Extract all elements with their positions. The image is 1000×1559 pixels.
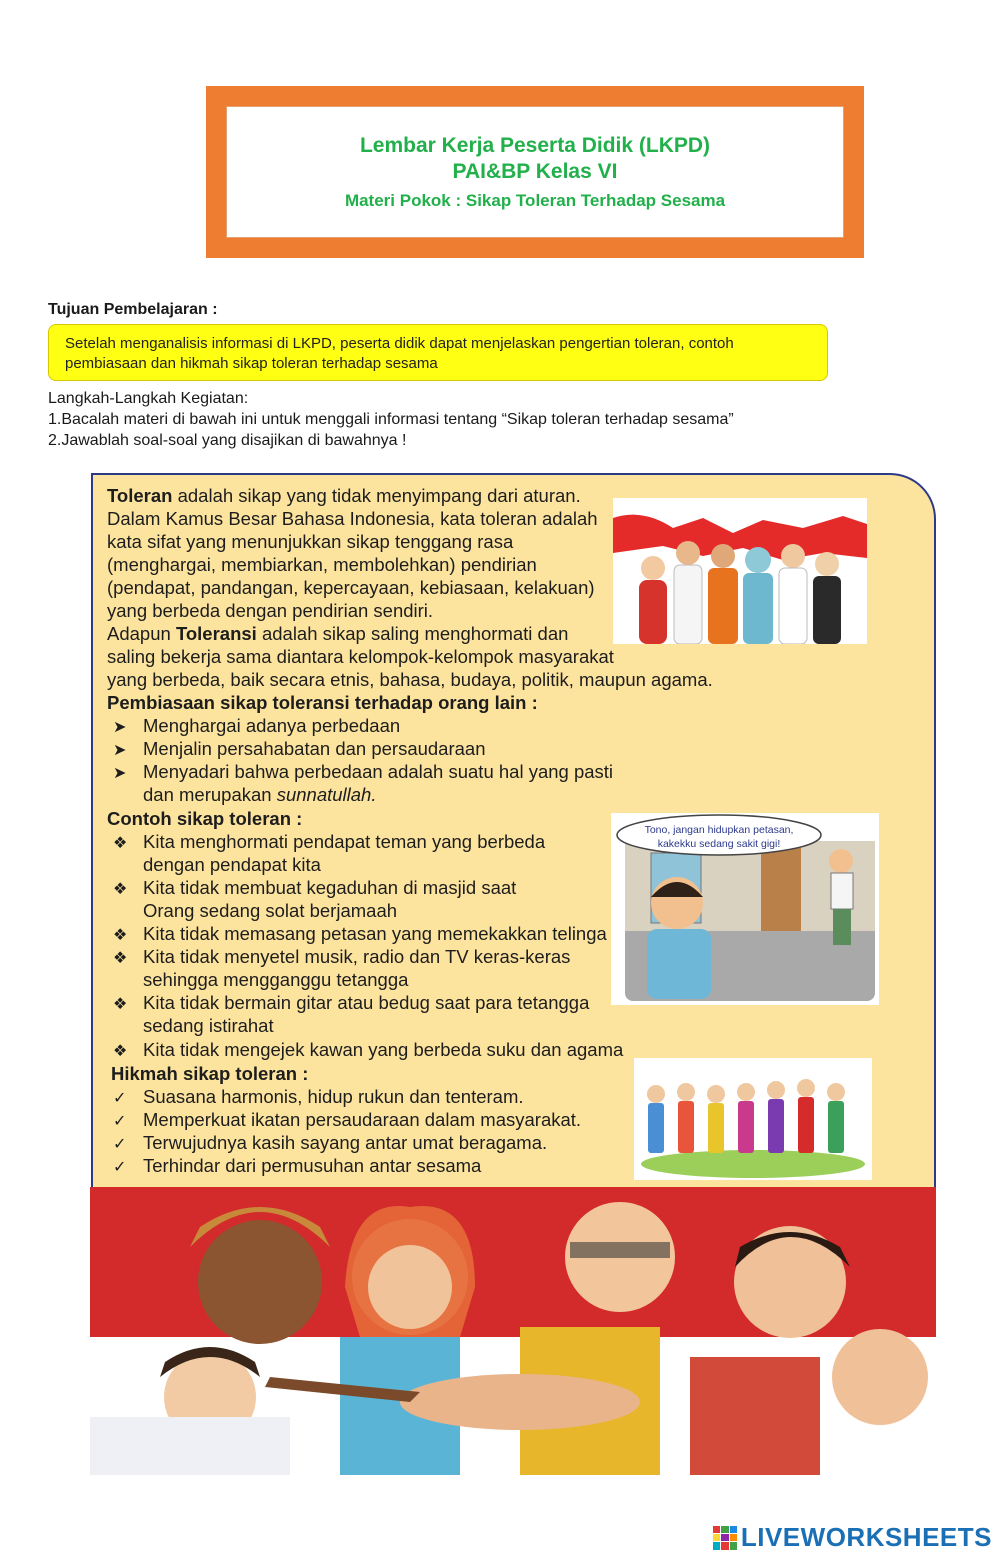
definition-line: (pendapat, pandangan, kepercayaan, kebiasaan, kelakuan) (107, 577, 595, 598)
lkpd-title: Lembar Kerja Peserta Didik (LKPD) (359, 134, 711, 157)
hikmah-title: Hikmah sikap toleran : (111, 1063, 309, 1084)
toleransi-line: yang berbeda, baik secara etnis, bahasa, budaya, politik, maupun agama. (107, 669, 713, 690)
contoh-continuation: Orang sedang solat berjamaah (143, 900, 398, 921)
contoh-item: ❖ Kita tidak membuat kegaduhan di masjid saat (113, 877, 517, 898)
definition-line: yang berbeda dengan pendirian sendiri. (107, 600, 434, 621)
pembiasaan-title: Pembiasaan sikap toleransi terhadap orang lain : (107, 692, 538, 713)
tujuan-box (48, 324, 828, 381)
comic-bubble-line: kakekku sedang sakit gigi! (657, 838, 781, 850)
definition-line: (menghargai, membiarkan, membolehkan) pendirian (107, 554, 537, 575)
contoh-item: ❖ Kita tidak memasang petasan yang memekakkan telinga (113, 923, 607, 944)
liveworksheets-wordmark: LIVEWORKSHEETS (740, 1522, 992, 1552)
pembiasaan-item: ➤ Menyadari bahwa perbedaan adalah suatu hal yang pasti (113, 761, 614, 782)
materi-subtitle: Materi Pokok : Sikap Toleran Terhadap Sesama (344, 191, 726, 210)
contoh-continuation: sedang istirahat (143, 1015, 274, 1036)
petasan-comic-illustration (611, 813, 879, 1005)
pembiasaan-item: ➤ Menjalin persahabatan dan persaudaraan (113, 738, 486, 759)
langkah-step: 2.Jawablah soal-soal yang disajikan di bawahnya ! (48, 432, 407, 449)
liveworksheets-mark-icon (713, 1526, 737, 1550)
materi-panel (91, 473, 936, 1189)
toleransi-line: Adapun Toleransi adalah sikap saling menghormati dan (107, 623, 569, 644)
class-title: PAI&BP Kelas VI (452, 160, 618, 183)
pembiasaan-continuation: dan merupakan sunnatullah. (143, 784, 377, 805)
header-box (226, 106, 844, 238)
hikmah-item: ✓ Suasana harmonis, hidup rukun dan tenteram. (113, 1086, 524, 1107)
unity-hands-illustration (90, 1187, 936, 1475)
traditional-kids-illustration (634, 1058, 872, 1180)
langkah-step: 1.Bacalah materi di bawah ini untuk menggali informasi tentang “Sikap toleran terhadap sesama” (48, 411, 734, 428)
header-frame (206, 86, 864, 258)
langkah-section (48, 388, 734, 451)
hikmah-item: ✓ Terhindar dari permusuhan antar sesama (113, 1155, 482, 1176)
diverse-people-illustration (613, 498, 867, 644)
contoh-title: Contoh sikap toleran : (107, 808, 303, 829)
comic-bubble-line: Tono, jangan hidupkan petasan, (644, 824, 794, 836)
langkah-title: Langkah-Langkah Kegiatan: (48, 390, 249, 407)
liveworksheets-logo[interactable] (713, 1522, 992, 1553)
contoh-continuation: dengan pendapat kita (143, 854, 321, 875)
hikmah-item: ✓ Terwujudnya kasih sayang antar umat beragama. (113, 1132, 548, 1153)
pembiasaan-item: ➤ Menghargai adanya perbedaan (113, 715, 401, 736)
tujuan-label: Tujuan Pembelajaran : (48, 301, 218, 318)
contoh-item: ❖ Kita tidak mengejek kawan yang berbeda suku dan agama (113, 1039, 624, 1060)
contoh-continuation: sehingga mengganggu tetangga (143, 969, 409, 990)
contoh-item: ❖ Kita menghormati pendapat teman yang berbeda (113, 831, 546, 852)
definition-line: kata sifat yang menunjukkan sikap tenggang rasa (107, 531, 514, 552)
definition-line: Dalam Kamus Besar Bahasa Indonesia, kata toleran adalah (107, 508, 598, 529)
definition-line: Toleran adalah sikap yang tidak menyimpang dari aturan. (107, 485, 581, 506)
tujuan-line: Setelah menganalisis informasi di LKPD, peserta didik dapat menjelaskan pengertian toleran, contoh (65, 335, 734, 352)
hikmah-item: ✓ Memperkuat ikatan persaudaraan dalam masyarakat. (113, 1109, 582, 1130)
contoh-item: ❖ Kita tidak menyetel musik, radio dan TV keras-keras (113, 946, 571, 967)
toleransi-line: saling bekerja sama diantara kelompok-kelompok masyarakat (107, 646, 614, 667)
contoh-item: ❖ Kita tidak bermain gitar atau bedug saat para tetangga (113, 992, 590, 1013)
tujuan-line: pembiasaan dan hikmah sikap toleran terhadap sesama (65, 355, 438, 372)
